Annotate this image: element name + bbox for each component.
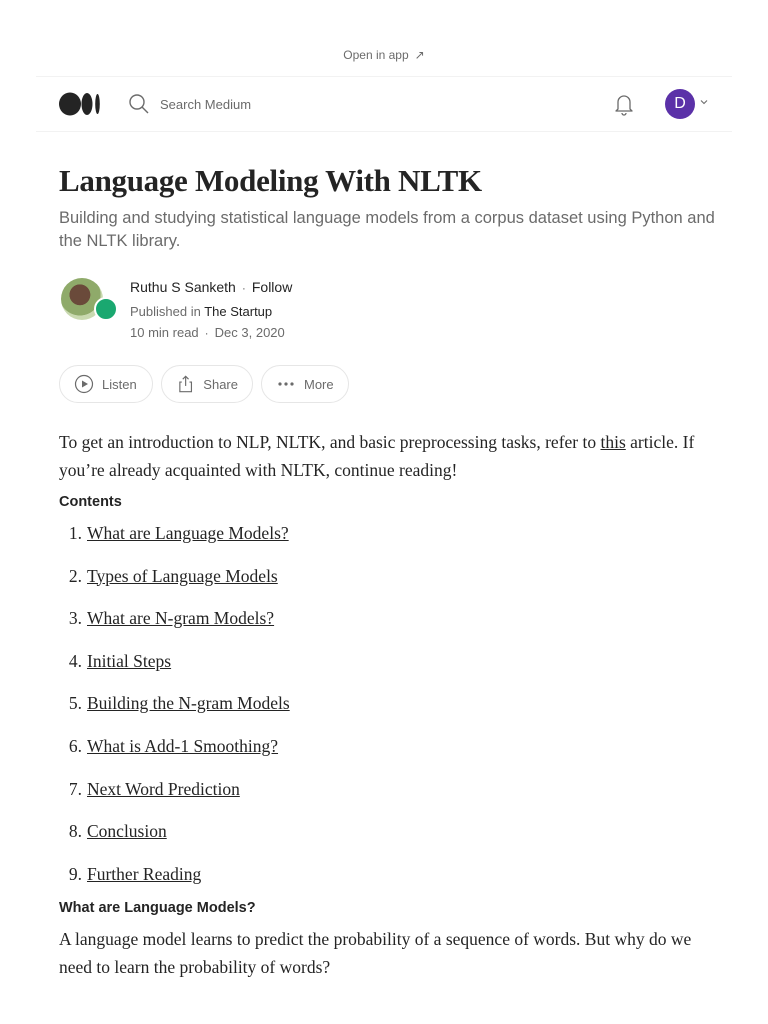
- top-divider: [36, 76, 732, 77]
- share-icon: [176, 374, 195, 394]
- toc-number: 8.: [68, 821, 82, 842]
- read-time: 10 min read: [130, 325, 199, 340]
- intro-text-before: To get an introduction to NLP, NLTK, and basic preprocessing tasks, refer to: [59, 432, 601, 452]
- toc-link[interactable]: Types of Language Models: [87, 565, 278, 586]
- chevron-down-icon[interactable]: [699, 97, 709, 107]
- author-name[interactable]: Ruthu S Sanketh: [130, 279, 236, 295]
- toc-link[interactable]: Conclusion: [87, 821, 167, 842]
- section-heading: What are Language Models?: [59, 900, 256, 916]
- search-input[interactable]: Search Medium: [160, 97, 252, 112]
- bell-icon[interactable]: [612, 92, 636, 116]
- share-button[interactable]: [161, 365, 253, 403]
- separator-dot: ·: [204, 326, 209, 340]
- share-label: Share: [203, 376, 238, 392]
- follow-button[interactable]: Follow: [251, 279, 293, 295]
- publication-logo-icon[interactable]: [94, 297, 118, 321]
- listen-label: Listen: [102, 376, 137, 392]
- toc-link[interactable]: What is Add-1 Smoothing?: [87, 735, 279, 756]
- article-title: Language Modeling With NLTK: [59, 163, 482, 198]
- toc-item: [59, 604, 709, 647]
- toc-item: [59, 647, 709, 690]
- toc-item: [59, 689, 709, 732]
- published-line: [130, 304, 272, 319]
- toc-link[interactable]: Next Word Prediction: [87, 778, 240, 799]
- toc-number: 4.: [68, 650, 82, 671]
- toc-item: [59, 562, 709, 605]
- toc-number: 6.: [68, 735, 82, 756]
- toc-item: [59, 817, 709, 860]
- toc-item: [59, 732, 709, 775]
- search-icon[interactable]: [128, 93, 150, 115]
- toc-number: 5.: [68, 693, 82, 714]
- more-button[interactable]: [261, 365, 349, 403]
- site-header: [59, 84, 709, 124]
- toc-link[interactable]: What are N-gram Models?: [87, 608, 275, 629]
- play-icon: [74, 374, 94, 394]
- toc-link[interactable]: Building the N-gram Models: [87, 693, 290, 714]
- contents-heading: Contents: [59, 494, 122, 510]
- toc-number: 2.: [68, 565, 82, 586]
- article-subtitle: Building and studying statistical language models from a corpus dataset using Python and the NLTK library.: [59, 209, 715, 250]
- toc-number: 7.: [68, 778, 82, 799]
- publish-date: Dec 3, 2020: [214, 325, 285, 340]
- toc-number: 1.: [68, 523, 82, 543]
- medium-logo-icon[interactable]: [59, 92, 101, 116]
- intro-paragraph: [59, 428, 709, 484]
- toc-item: [59, 775, 709, 818]
- toc-number: 3.: [68, 608, 82, 629]
- toc-link[interactable]: Initial Steps: [87, 650, 172, 671]
- published-prefix: Published in: [130, 304, 201, 319]
- separator-dot: ·: [241, 281, 246, 295]
- toc-item: [59, 519, 709, 562]
- toc-link[interactable]: What are Language Models?: [87, 523, 289, 543]
- more-label: More: [304, 376, 334, 392]
- more-icon: [276, 374, 296, 394]
- author-line: [130, 279, 292, 295]
- header-divider: [36, 131, 732, 132]
- publication-link[interactable]: The Startup: [204, 304, 273, 319]
- section-paragraph: A language model learns to predict the probability of a sequence of words. But why do we need to learn the probability of words?: [59, 929, 692, 977]
- intro-text-after: article. If you’re already acquainted with NLTK, continue reading!: [59, 432, 695, 480]
- article-meta: [130, 325, 285, 340]
- open-in-app-label: Open in app: [343, 48, 409, 62]
- arrow-up-right-icon: ↗: [414, 48, 425, 62]
- listen-button[interactable]: [59, 365, 153, 403]
- toc-item: [59, 860, 709, 903]
- toc-number: 9.: [68, 863, 82, 884]
- table-of-contents: [59, 519, 709, 902]
- toc-link[interactable]: Further Reading: [87, 863, 202, 884]
- intro-article-link[interactable]: this: [600, 432, 626, 452]
- user-avatar[interactable]: D: [665, 89, 695, 119]
- open-in-app-link[interactable]: [0, 48, 768, 62]
